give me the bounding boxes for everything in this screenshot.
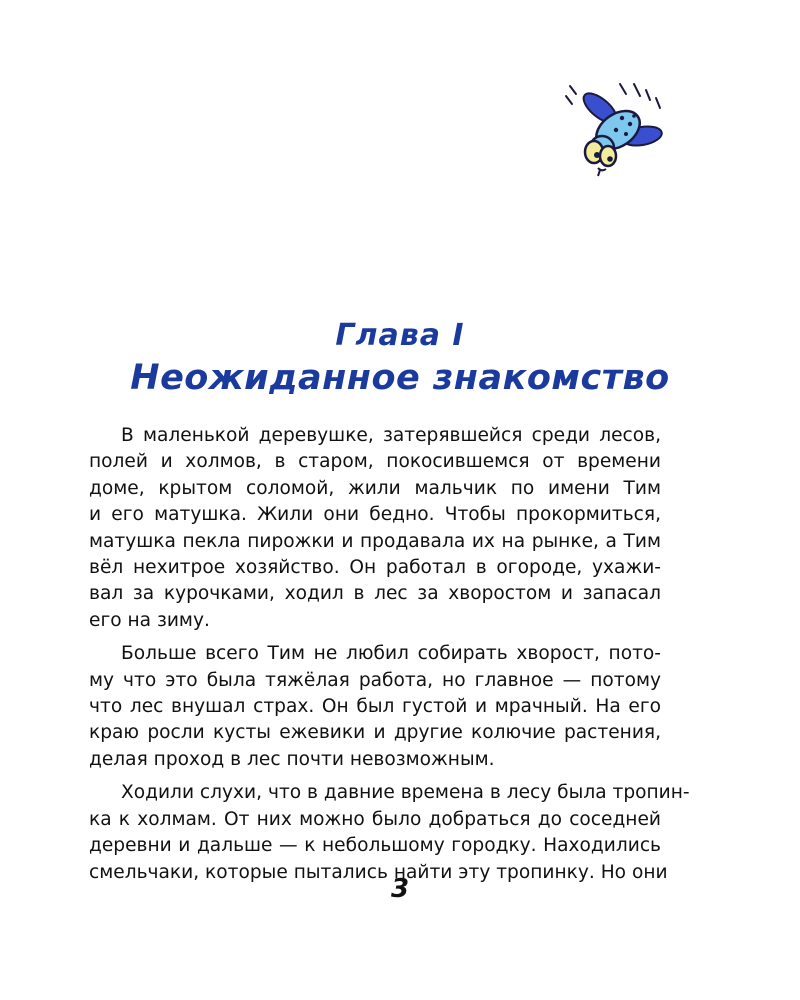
chapter-label: Глава I [335,318,465,353]
text-line: ка к холмам. От них можно было добраться до соседней [89,808,661,830]
chapter-title: Неожиданное знакомство [130,358,670,398]
text-line: вёл нехитрое хозяйство. Он работал в огороде, ухажи- [89,557,661,579]
text-line: что лес внушал страх. Он был густой и мрачный. На его [89,696,661,718]
text-line: деревни и дальше — к небольшому городку. Находились [89,835,661,857]
text-line: Ходили слухи, что в давние времена в лесу была тропин- [121,782,690,804]
text-line: и его матушка. Жили они бедно. Чтобы прокормиться, [89,504,661,526]
text-line: матушка пекла пирожки и продавала их на рынке, а Тим [89,530,661,552]
text-line: вал за курочками, ходил в лес за хворостом и запасал [89,583,661,605]
fly-icon [560,78,670,188]
text-line: доме, крытом соломой, жили мальчик по имени Тим [89,477,661,499]
text-line: смельчаки, которые пытались найти эту тропинку. Но они [89,861,668,883]
page-number: 3 [390,874,410,904]
paragraph [89,780,690,886]
body-text [89,423,690,886]
text-line: полей и холмов, в старом, покосившемся от времени [89,451,661,473]
text-line: му что это была тяжёлая работа, но главное — потому [89,669,661,691]
text-line: краю росли кусты ежевики и другие колючие растения, [89,722,661,744]
text-line: Больше всего Тим не любил собирать хворост, пото- [121,643,661,665]
text-line: В маленькой деревушке, затерявшейся среди лесов, [121,425,661,446]
paragraph [89,423,661,634]
text-line: его на зиму. [89,609,210,631]
paragraph [89,641,661,773]
text-line: делая проход в лес почти невозможным. [89,748,495,770]
